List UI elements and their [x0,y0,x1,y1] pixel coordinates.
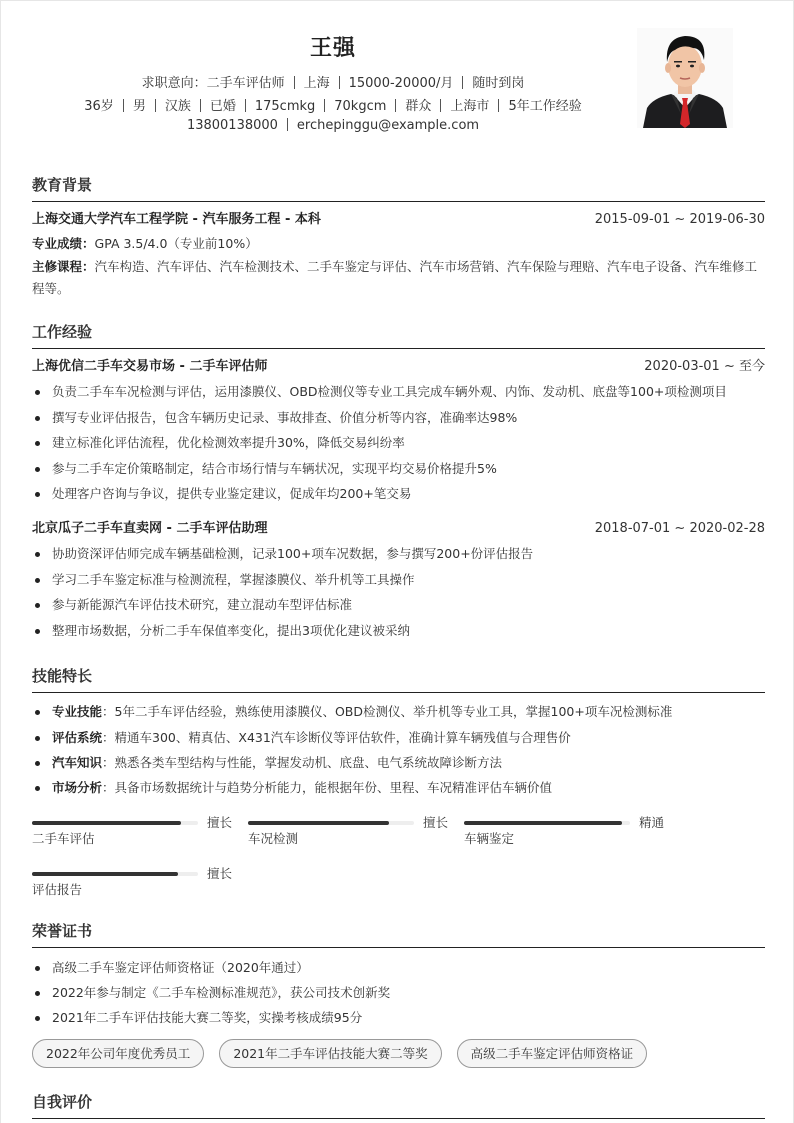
gender: 男 [132,99,146,114]
height: 175cmkg [254,99,316,114]
section-title: 自我评价 [32,1093,93,1111]
section-title: 荣誉证书 [32,922,93,940]
bullet-icon [35,629,40,634]
job-intent-line [1,72,665,91]
education-header [32,210,765,230]
skill-bar [248,815,458,855]
job-header [32,357,765,377]
skill-track [32,821,198,825]
skill-name: 车况检测 [248,831,299,846]
email[interactable]: erchepinggu@example.com [296,118,480,133]
gpa-value: GPA 3.5/4.0（专业前10%） [94,236,258,251]
age: 36岁 [84,99,114,114]
skill-track [32,872,198,876]
school-major-degree: 上海交通大学汽车工程学院 - 汽车服务工程 - 本科 [32,212,321,227]
honors-section [32,919,765,1069]
separator [498,99,499,112]
list-item: 评估系统：精通车300、精真估、X431汽车诊断仪等评估软件，准确计算车辆残值与合理售价 [32,728,765,748]
separator [245,99,246,112]
skill-bar [464,815,674,855]
section-divider [32,348,765,349]
education-date: 2015-09-01 ~ 2019-06-30 [594,212,765,227]
list-item: 建立标准化评估流程，优化检测效率提升30%，降低交易纠纷率 [32,433,765,453]
section-divider [32,1118,765,1119]
personal-info-line [1,95,665,114]
separator [440,99,441,112]
list-item: 协助资深评估师完成车辆基础检测，记录100+项车况数据，参与撰写200+份评估报告 [32,544,765,564]
avatar-portrait-icon [637,28,733,128]
section-title: 工作经验 [32,323,93,341]
candidate-name: 王强 [309,36,356,61]
list-item: 撰写专业评估报告，包含车辆历史记录、事故排查、价值分析等内容，准确率达98% [32,408,765,428]
availability: 随时到岗 [472,76,525,91]
separator [324,99,325,112]
skill-fill [32,872,178,876]
skill-level: 精通 [639,815,665,830]
bullet-icon [35,1016,40,1021]
separator [294,76,295,89]
separator [339,76,340,89]
work-years: 5年工作经验 [508,99,582,114]
skill-name: 评估报告 [32,882,83,897]
gpa-line [32,233,765,255]
honor-tag: 2022年公司年度优秀员工 [32,1039,204,1068]
skills-section [32,664,765,904]
bullet-icon [35,710,40,715]
company-role: 上海优信二手车交易市场 - 二手车评估师 [32,359,268,374]
list-item: 参与二手车定价策略制定，结合市场行情与车辆状况，实现平均交易价格提升5% [32,459,765,479]
honor-tag: 高级二手车鉴定评估师资格证 [457,1039,648,1068]
section-divider [32,692,765,693]
weight: 70kgcm [334,99,387,114]
job-header [32,519,765,539]
expected-salary: 15000-20000/月 [348,76,454,91]
courses-value: 汽车构造、汽车评估、汽车检测技术、二手车鉴定与评估、汽车市场营销、汽车保险与理赔、汽车电子设备、汽车维修工程等。 [32,259,758,296]
list-item: 专业技能：5年二手车评估经验，熟练使用漆膜仪、OBD检测仪、举升机等专业工具，掌握100+项车况检测标准 [32,702,765,722]
separator [155,99,156,112]
section-divider [32,201,765,202]
courses-line [32,256,765,300]
separator [200,99,201,112]
bullet-icon [35,492,40,497]
section-divider [32,947,765,948]
list-item: 学习二手车鉴定标准与检测流程，掌握漆膜仪、举升机等工具操作 [32,570,765,590]
job-date: 2018-07-01 ~ 2020-02-28 [594,521,765,536]
work-section [32,320,765,650]
marital-status: 已婚 [209,99,236,114]
honor-tags [32,1039,647,1068]
phone: 13800138000 [186,118,278,133]
education-section [32,173,765,303]
contact-line [1,118,665,133]
separator [395,99,396,112]
skill-level: 擅长 [423,815,449,830]
skill-fill [464,821,622,825]
skill-level: 擅长 [207,815,233,830]
gpa-label: 专业成绩： [32,236,95,251]
bullet-icon [35,736,40,741]
separator [462,76,463,89]
bullet-icon [35,416,40,421]
job-intent: 求职意向：二手车评估师 [141,76,285,91]
bullet-icon [35,966,40,971]
honor-tag: 2021年二手车评估技能大赛二等奖 [219,1039,441,1068]
list-item: 整理市场数据，分析二手车保值率变化，提出3项优化建议被采纳 [32,621,765,641]
bullet-icon [35,991,40,996]
bullet-icon [35,761,40,766]
list-item: 2021年二手车评估技能大赛二等奖，实操考核成绩95分 [32,1008,765,1028]
bullet-icon [35,786,40,791]
bullet-icon [35,467,40,472]
skill-track [464,821,630,825]
skill-name: 二手车评估 [32,831,95,846]
list-item: 负责二手车车况检测与评估，运用漆膜仪、OBD检测仪等专业工具完成车辆外观、内饰、发动机、底盘等100+项检测项目 [32,382,765,402]
bullet-icon [35,441,40,446]
skill-fill [32,821,181,825]
resume-header [1,1,794,151]
skill-fill [248,821,389,825]
job-date: 2020-03-01 ~ 至今 [644,359,765,374]
bullet-icon [35,578,40,583]
courses-label: 主修课程： [32,259,95,274]
list-item: 市场分析：具备市场数据统计与趋势分析能力，能根据年份、里程、车况精准评估车辆价值 [32,778,765,798]
section-title: 技能特长 [32,667,93,685]
residence: 上海市 [450,99,490,114]
self-evaluation-section [32,1090,765,1123]
list-item: 参与新能源汽车评估技术研究，建立混动车型评估标准 [32,595,765,615]
company-role: 北京瓜子二手车直卖网 - 二手车评估助理 [32,521,268,536]
section-title: 教育背景 [32,176,93,194]
separator [287,118,288,131]
skill-track [248,821,414,825]
separator [123,99,124,112]
ethnicity: 汉族 [164,99,191,114]
skill-name: 车辆鉴定 [464,831,515,846]
list-item: 高级二手车鉴定评估师资格证（2020年通过） [32,958,765,978]
list-item: 2022年参与制定《二手车检测标准规范》，获公司技术创新奖 [32,983,765,1003]
bullet-icon [35,552,40,557]
list-item: 汽车知识：熟悉各类车型结构与性能，掌握发动机、底盘、电气系统故障诊断方法 [32,753,765,773]
political-status: 群众 [405,99,432,114]
skill-bar [32,866,242,906]
skill-level: 擅长 [207,866,233,881]
list-item: 处理客户咨询与争议，提供专业鉴定建议，促成年均200+笔交易 [32,484,765,504]
bullet-icon [35,390,40,395]
skill-bar [32,815,242,855]
job-city: 上海 [303,76,330,91]
bullet-icon [35,603,40,608]
